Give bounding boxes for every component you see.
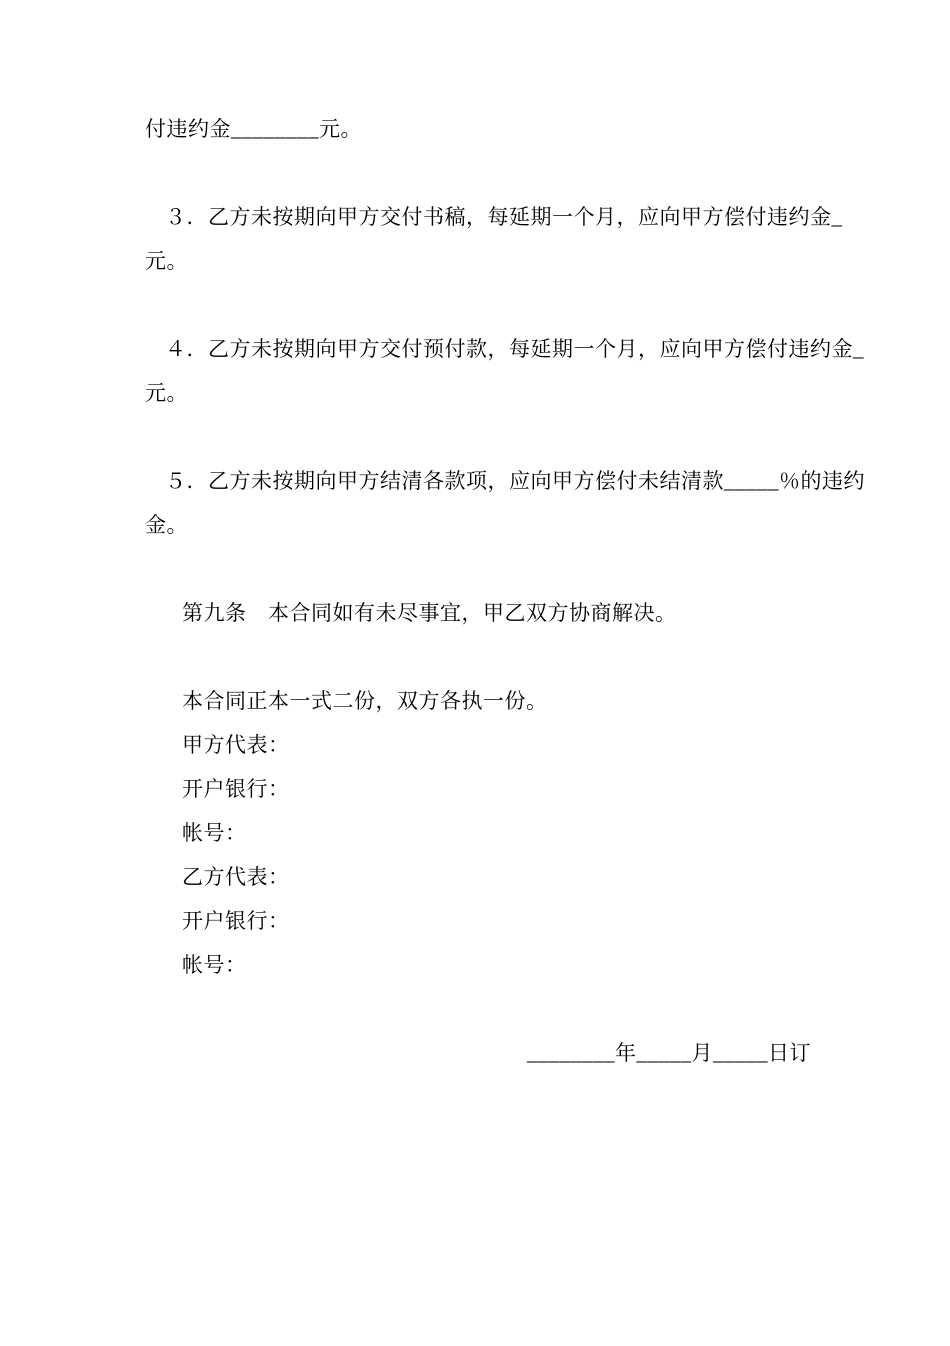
blank-line (145, 547, 830, 591)
blank-line (145, 415, 830, 459)
copies-statement-line: 本合同正本一式二份，双方各执一份。 (182, 689, 548, 713)
clause-9-line: 第九条 本合同如有未尽事宜，甲乙双方协商解决。 (182, 601, 677, 625)
penalty-continuation-line: 付违约金________元。 (145, 117, 362, 141)
blank-line (145, 635, 830, 679)
signing-date-line: ________年_____月_____日订 (527, 1041, 811, 1065)
clause-4-line-2: 元。 (145, 381, 188, 405)
party-b-bank-line: 开户银行： (182, 909, 290, 933)
blank-line (145, 283, 830, 327)
clause-3-line-2: 元。 (145, 249, 188, 273)
clause-5-line-2: 金。 (145, 513, 188, 537)
party-b-representative-line: 乙方代表： (182, 865, 290, 889)
blank-line (145, 987, 830, 1031)
party-a-account-line: 帐号： (182, 821, 247, 845)
party-a-representative-line: 甲方代表： (182, 733, 290, 757)
clause-4-line-1: ４．乙方未按期向甲方交付预付款，每延期一个月，应向甲方偿付违约金_ (165, 337, 864, 361)
clause-3-line-1: ３．乙方未按期向甲方交付书稿，每延期一个月，应向甲方偿付违约金_ (165, 205, 843, 229)
clause-5-line-1: ５．乙方未按期向甲方结清各款项，应向甲方偿付未结清款_____％的违约 (165, 469, 865, 493)
blank-line (145, 151, 830, 195)
party-b-account-line: 帐号： (182, 953, 247, 977)
party-a-bank-line: 开户银行： (182, 777, 290, 801)
